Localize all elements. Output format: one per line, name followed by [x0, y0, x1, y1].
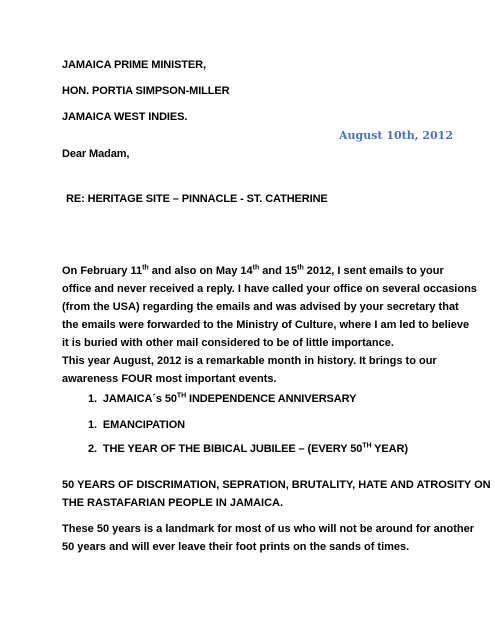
list-item: 2. THE YEAR OF THE BIBICAL JUBILEE – (EVERY 50TH YEAR): [88, 442, 408, 455]
paragraph-fifty-years-line-1: 50 YEARS OF DISCRIMATION, SEPRATION, BRUTALITY, HATE AND ATROSITY ON: [62, 479, 491, 491]
paragraph-emails-line-4: the emails were forwarded to the Ministry of Culture, where I am led to believe: [62, 319, 470, 331]
paragraph-emails: [62, 262, 477, 352]
salutation: Dear Madam,: [62, 148, 130, 160]
list-number: 2.: [88, 443, 97, 455]
paragraph-emails-line-3: (from the USA) regarding the emails and was advised by your secretary that: [62, 301, 459, 313]
paragraph-landmark-line-1: These 50 years is a landmark for most of us who will not be around for another: [62, 523, 474, 535]
subject-line: RE: HERITAGE SITE – PINNACLE - ST. CATHERINE: [66, 193, 328, 205]
paragraph-landmark-line-2: 50 years and will ever leave their foot prints on the sands of times.: [62, 541, 410, 553]
paragraph-august: [62, 352, 437, 388]
paragraph-august-line-1: This year August, 2012 is a remarkable month in history. It brings to our: [62, 355, 437, 367]
list-number: 1.: [88, 393, 97, 405]
paragraph-emails-line-5: it is buried with other mail considered to be of little importance.: [62, 337, 394, 349]
paragraph-fifty-years-line-2: THE RASTAFARIAN PEOPLE IN JAMAICA.: [62, 497, 284, 509]
addressee-line-3: JAMAICA WEST INDIES.: [62, 111, 188, 123]
list-number: 1.: [88, 419, 97, 431]
paragraph-fifty-years: [62, 476, 491, 512]
paragraph-emails-line-2: office and never received a reply. I have called your office on several occasions: [62, 283, 477, 295]
paragraph-landmark: [62, 520, 474, 556]
addressee-line-1: JAMAICA PRIME MINISTER,: [62, 59, 206, 71]
paragraph-august-line-2: awareness FOUR most important events.: [62, 373, 277, 385]
list-item: 1. JAMAICA´s 50TH INDEPENDENCE ANNIVERSARY: [88, 392, 357, 405]
letter-date: August 10th, 2012: [339, 129, 453, 142]
list-item: 1. EMANCIPATION: [88, 419, 186, 431]
addressee-line-2: HON. PORTIA SIMPSON-MILLER: [62, 85, 230, 97]
paragraph-emails-line-1: On February 11th and also on May 14th and 15th 2012, I sent emails to your: [62, 264, 444, 277]
